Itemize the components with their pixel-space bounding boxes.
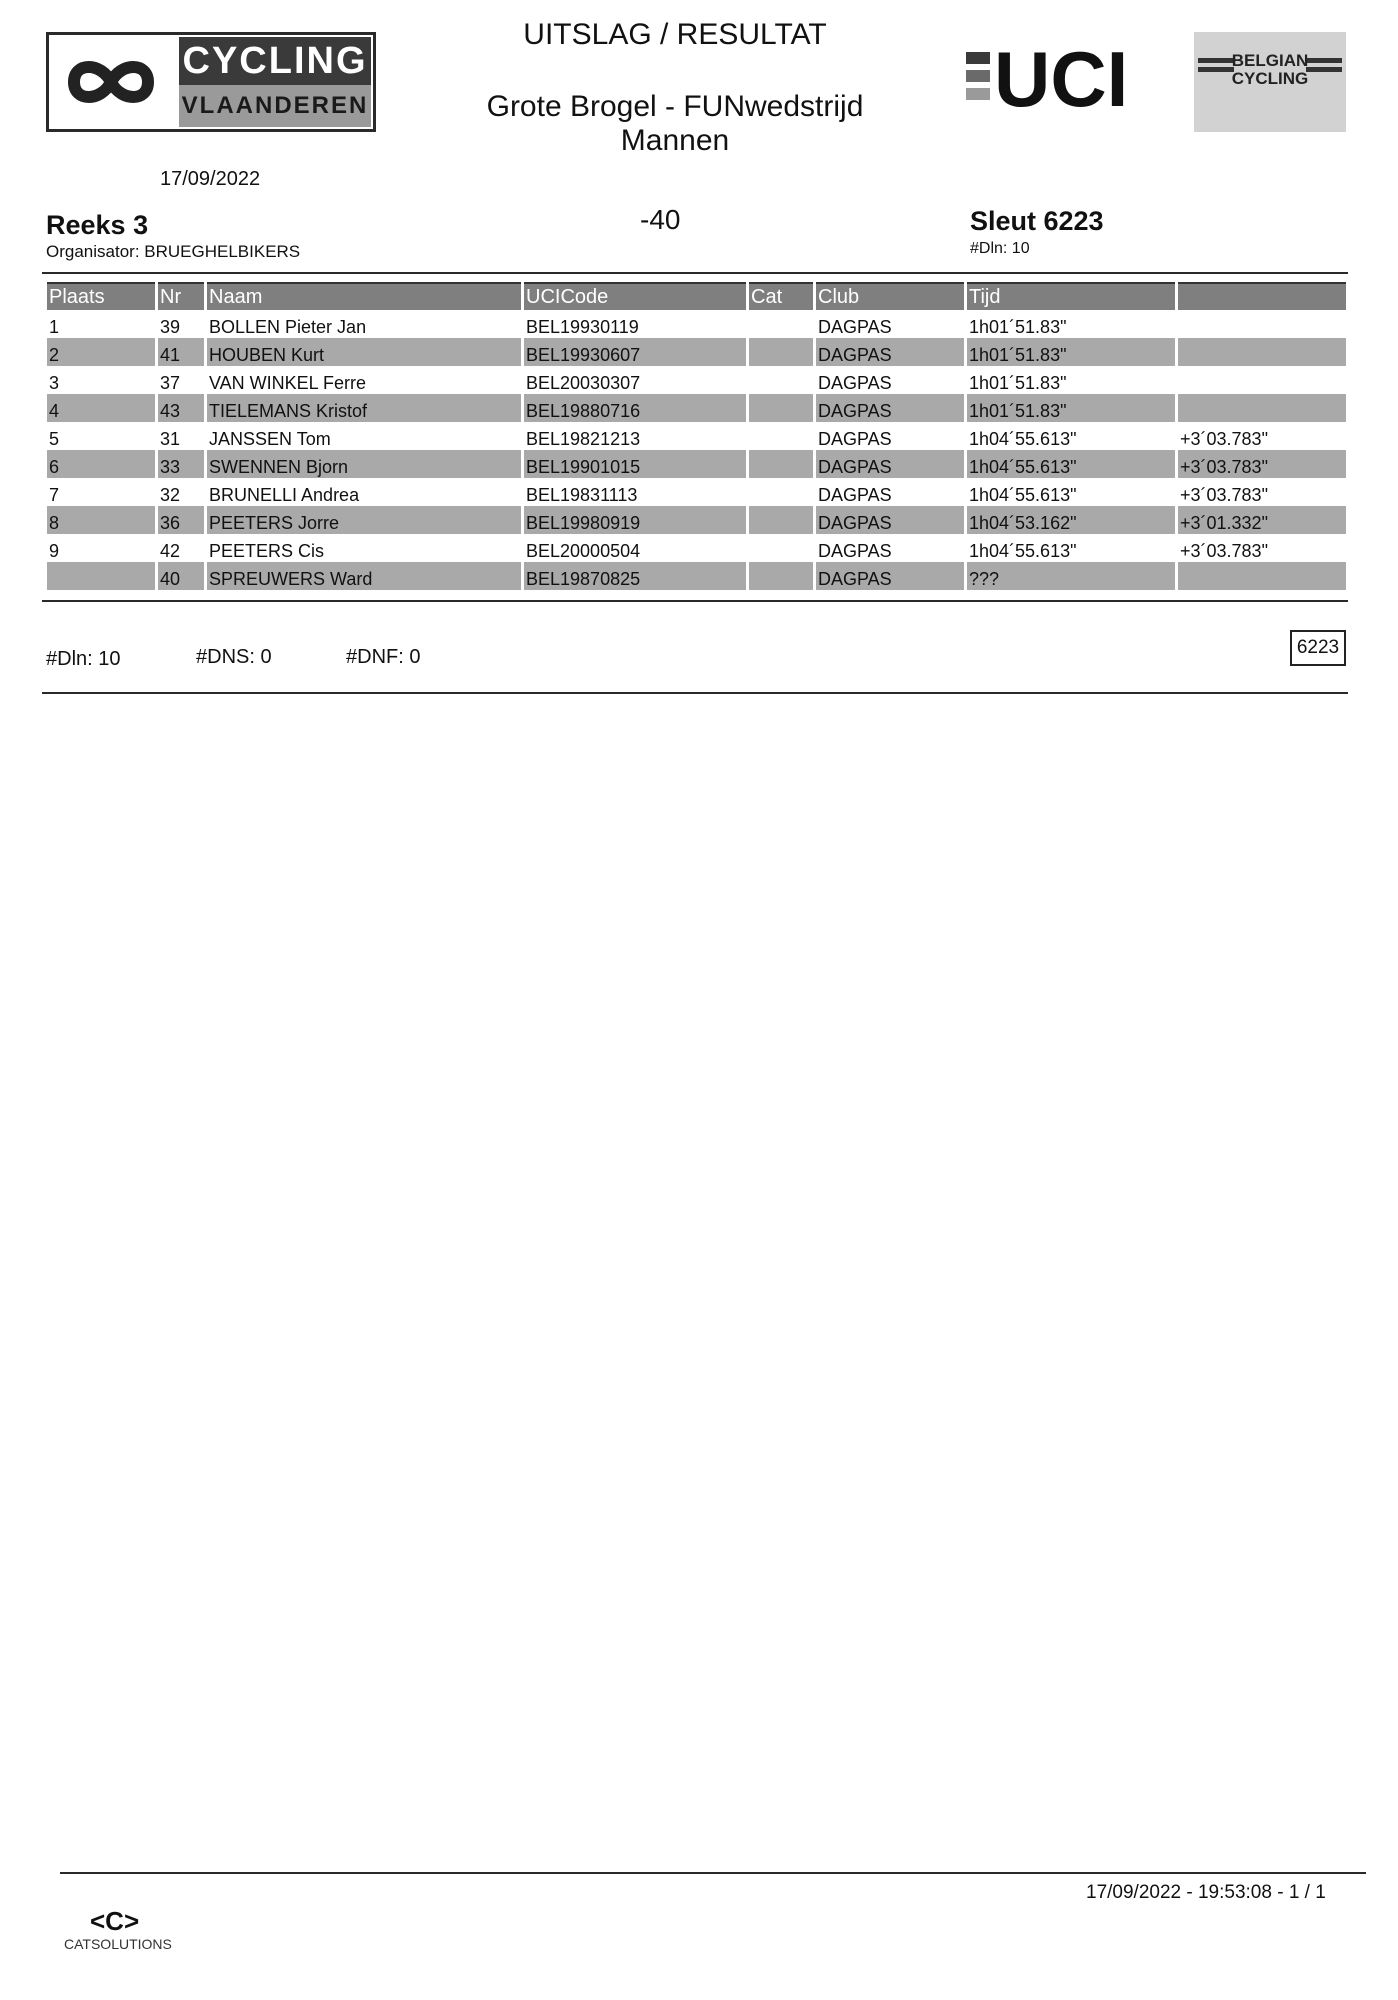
club-cell: DAGPAS <box>816 394 964 422</box>
club-cell: DAGPAS <box>816 450 964 478</box>
club-cell: DAGPAS <box>818 317 892 337</box>
club-cell: DAGPAS <box>816 562 964 590</box>
table-row <box>47 562 1346 590</box>
ucicode-cell: BEL19870825 <box>524 562 746 590</box>
club-cell: DAGPAS <box>816 338 964 366</box>
table-row <box>47 450 1346 478</box>
cat-cell <box>749 310 813 338</box>
plaats-cell: 1 <box>49 317 60 337</box>
plaats-cell: 9 <box>49 541 60 561</box>
ucicode-cell: BEL20030307 <box>526 373 641 393</box>
column-header <box>1178 282 1346 310</box>
catsolutions-brand: CATSOLUTIONS <box>64 1936 172 1952</box>
table-row <box>47 310 1346 338</box>
ucicode-cell: BEL19930607 <box>524 338 746 366</box>
naam-cell: BRUNELLI Andrea <box>209 485 360 505</box>
table-row <box>47 394 1346 422</box>
club-cell: DAGPAS <box>818 429 892 449</box>
nr-cell: 40 <box>158 562 204 590</box>
results-table <box>44 282 1349 590</box>
divider <box>42 600 1348 602</box>
table-row <box>47 366 1346 394</box>
cycling-vlaanderen-logo <box>46 32 376 132</box>
tijd-cell: 1h04´55.613" <box>969 429 1077 449</box>
plaats-cell: 8 <box>47 506 155 534</box>
gap-cell <box>1178 394 1346 422</box>
sleut-number-box: 6223 <box>1290 630 1346 666</box>
ucicode-cell: BEL19821213 <box>526 429 641 449</box>
table-row <box>47 422 1346 450</box>
gap-cell <box>1178 366 1346 394</box>
plaats-cell: 3 <box>49 373 60 393</box>
nr-cell: 37 <box>160 373 181 393</box>
logo-cycling-text: CYCLING <box>179 37 371 85</box>
divider <box>42 692 1348 694</box>
gap-cell: +3´03.783" <box>1180 541 1268 561</box>
ucicode-cell: BEL19831113 <box>526 485 638 505</box>
nr-cell: 41 <box>158 338 204 366</box>
column-header: Plaats <box>47 282 155 310</box>
logo-vlaanderen-text: VLAANDEREN <box>179 85 371 127</box>
club-cell: DAGPAS <box>818 541 892 561</box>
participant-count: #Dln: 10 <box>970 240 1030 257</box>
print-timestamp: 17/09/2022 - 19:53:08 - 1 / 1 <box>1086 1882 1326 1903</box>
page-title: UITSLAG / RESULTAT <box>523 18 827 51</box>
club-cell: DAGPAS <box>818 485 892 505</box>
plaats-cell <box>47 562 155 590</box>
organisator: Organisator: BRUEGHELBIKERS <box>46 242 301 261</box>
catsolutions-icon: <C> <box>90 1906 140 1936</box>
table-row <box>47 478 1346 506</box>
divider <box>42 272 1348 274</box>
table-row <box>47 506 1346 534</box>
footer-dns: #DNS: 0 <box>196 646 272 668</box>
cat-cell <box>749 450 813 478</box>
gap-cell <box>1178 310 1346 338</box>
nr-cell: 36 <box>158 506 204 534</box>
cat-cell <box>749 506 813 534</box>
plaats-cell: 6 <box>47 450 155 478</box>
uci-logo <box>966 40 1166 116</box>
tijd-cell: 1h04´55.613" <box>969 485 1077 505</box>
ucicode-cell: BEL19930119 <box>526 317 639 337</box>
nr-cell: 39 <box>160 317 181 337</box>
infinity-icon <box>55 41 167 123</box>
ucicode-cell: BEL20000504 <box>526 541 641 561</box>
column-header: Tijd <box>967 282 1175 310</box>
belgian-cycling-logo <box>1194 32 1346 132</box>
ucicode-cell: BEL19880716 <box>524 394 746 422</box>
race-date: 17/09/2022 <box>160 168 261 190</box>
tijd-cell: ??? <box>967 562 1175 590</box>
plaats-cell: 5 <box>49 429 60 449</box>
category-number: -40 <box>640 204 681 235</box>
naam-cell: BOLLEN Pieter Jan <box>209 317 367 337</box>
naam-cell: PEETERS Cis <box>209 541 325 561</box>
tijd-cell: 1h01´51.83" <box>969 317 1067 337</box>
naam-cell: HOUBEN Kurt <box>207 338 521 366</box>
reeks-title: Reeks 3 <box>46 210 149 240</box>
cat-cell <box>749 562 813 590</box>
svg-text:UCI: UCI <box>994 40 1129 116</box>
nr-cell: 32 <box>160 485 181 505</box>
tijd-cell: 1h01´51.83" <box>967 338 1175 366</box>
table-header-row <box>47 282 1346 310</box>
column-header: Naam <box>207 282 521 310</box>
tijd-cell: 1h04´55.613" <box>969 541 1077 561</box>
bottom-divider <box>60 1872 1366 1874</box>
gap-cell <box>1178 338 1346 366</box>
tijd-cell: 1h04´53.162" <box>967 506 1175 534</box>
tijd-cell: 1h04´55.613" <box>967 450 1175 478</box>
club-cell: DAGPAS <box>818 373 892 393</box>
ucicode-cell: BEL19901015 <box>524 450 746 478</box>
gap-cell: +3´01.332" <box>1178 506 1346 534</box>
naam-cell: TIELEMANS Kristof <box>207 394 521 422</box>
column-header: Cat <box>749 282 813 310</box>
event-title: Grote Brogel - FUNwedstrijd Mannen <box>486 90 864 157</box>
naam-cell: PEETERS Jorre <box>207 506 521 534</box>
cat-cell <box>749 422 813 450</box>
nr-cell: 33 <box>158 450 204 478</box>
gap-cell: +3´03.783" <box>1180 429 1268 449</box>
cat-cell <box>749 478 813 506</box>
gap-cell: +3´03.783" <box>1180 485 1268 505</box>
nr-cell: 31 <box>160 429 181 449</box>
plaats-cell: 4 <box>47 394 155 422</box>
cat-cell <box>749 394 813 422</box>
nr-cell: 43 <box>158 394 204 422</box>
column-header: Nr <box>158 282 204 310</box>
column-header: Club <box>816 282 964 310</box>
nr-cell: 42 <box>160 541 181 561</box>
tijd-cell: 1h01´51.83" <box>967 394 1175 422</box>
club-cell: DAGPAS <box>816 506 964 534</box>
gap-cell: +3´03.783" <box>1178 450 1346 478</box>
tijd-cell: 1h01´51.83" <box>969 373 1067 393</box>
plaats-cell: 7 <box>49 485 60 505</box>
naam-cell: SPREUWERS Ward <box>207 562 521 590</box>
table-row <box>47 534 1346 562</box>
ucicode-cell: BEL19980919 <box>524 506 746 534</box>
cat-cell <box>749 366 813 394</box>
gap-cell <box>1178 562 1346 590</box>
naam-cell: VAN WINKEL Ferre <box>209 373 367 393</box>
plaats-cell: 2 <box>47 338 155 366</box>
svg-text:BELGIAN: BELGIAN <box>1231 51 1309 70</box>
naam-cell: SWENNEN Bjorn <box>207 450 521 478</box>
table-row <box>47 338 1346 366</box>
naam-cell: JANSSEN Tom <box>209 429 331 449</box>
sleut-title: Sleut 6223 <box>970 206 1104 236</box>
column-header: UCICode <box>524 282 746 310</box>
footer-dnf: #DNF: 0 <box>346 646 421 668</box>
cat-cell <box>749 338 813 366</box>
svg-text:CYCLING: CYCLING <box>1231 69 1309 88</box>
cat-cell <box>749 534 813 562</box>
footer-dln: #Dln: 10 <box>46 648 121 670</box>
